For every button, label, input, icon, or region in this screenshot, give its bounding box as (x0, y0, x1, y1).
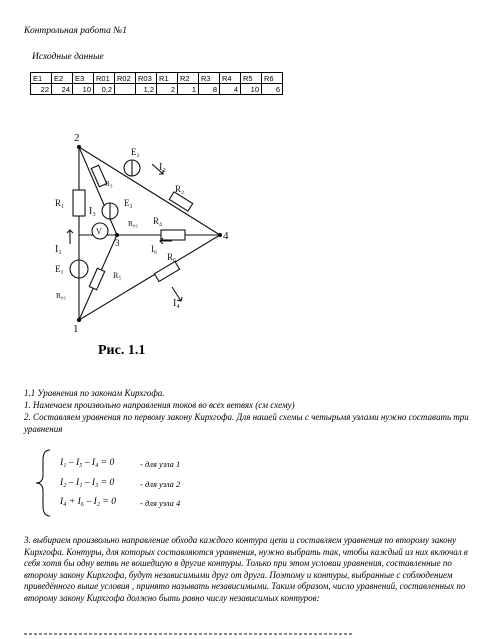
label-r2: R₂ (175, 184, 185, 194)
table-value-cell: 0,2 (94, 84, 115, 95)
resistor-r1 (73, 190, 85, 216)
label-i1: I₁ (55, 244, 62, 255)
label-r03: R₀₁ (128, 219, 139, 228)
resistor-r2 (169, 192, 192, 211)
label-r1: R₁ (55, 198, 65, 208)
table-value-cell (115, 84, 136, 95)
document-title: Контрольная работа №1 (24, 26, 127, 36)
label-i3: I₃ (89, 206, 96, 217)
table-value-cell: 4 (220, 84, 241, 95)
source-data-heading: Исходные данные (32, 52, 104, 62)
source-data-table (30, 72, 283, 95)
node-label-1: 1 (73, 323, 79, 335)
resistor-r6 (154, 261, 179, 281)
node-3 (115, 233, 118, 236)
equation-node-4: I₄ + I₆ – I₂ = 0 (60, 497, 116, 507)
table-value-cell: 1 (178, 84, 199, 95)
table-value-cell: 2 (157, 84, 178, 95)
table-header-cell: R2 (178, 73, 199, 84)
equation-brace (34, 448, 54, 518)
label-r3: R₃ (105, 179, 113, 188)
label-r5: R₅ (113, 271, 122, 280)
table-header-cell: R1 (157, 73, 178, 84)
table-header-cell: E1 (31, 73, 52, 84)
node-label-2: 2 (74, 132, 80, 144)
paragraph-step-3: 3. выбираем произвольно направление обхода каждого контура цепи и составляем уравнения по второму закону Кирхгофа. Контуры, для которых составляются уравнения, нужно выбрать так, чтобы каждый из них включал в себя хотя бы одну ветвь не вошедшую в другие контуры. Только при этом условии уравнения, составленные по второму закону Кирхгофа, будут независимыми друг от друга. Поэтому и контуры, выбранные с соблюдением приведённого выше условия , принято называть независимыми. Таким образом, число уравнений, составленных по второму закону Кирхгофа должно быть равно числу независимых контуров: (24, 535, 468, 603)
label-i2: I₂ (159, 162, 166, 173)
label-r4: R₄ (153, 216, 163, 226)
current-arrow-i1 (67, 230, 73, 244)
table-header-cell: R03 (136, 73, 157, 84)
table-header-cell: R5 (241, 73, 262, 84)
table-header-cell: E2 (52, 73, 73, 84)
equation-node-1: I₁ – I₅ – I₄ = 0 (60, 458, 115, 468)
table-header-cell: E3 (73, 73, 94, 84)
table-header-cell: R01 (94, 73, 115, 84)
resistor-r4 (161, 230, 185, 240)
equation-note-2: - для узла 2 (140, 479, 181, 489)
table-header-cell: R02 (115, 73, 136, 84)
table-value-cell: 1,2 (136, 84, 157, 95)
node-4 (218, 233, 221, 236)
label-i4: I₄ (173, 298, 180, 309)
table-value-cell: 10 (241, 84, 262, 95)
circuit-diagram (55, 112, 245, 377)
table-header-row (31, 73, 283, 84)
wire-2-4 (79, 147, 220, 235)
figure-caption: Рис. 1.1 (98, 343, 146, 358)
table-value-cell: 6 (262, 84, 283, 95)
equation-note-1: - для узла 1 (140, 459, 181, 469)
label-r01: R₀₁ (56, 291, 67, 300)
label-e1: E₁ (55, 264, 64, 274)
paragraph-step-2: 2. Составляем уравнения по первому закону Кирхгофа. Для нашей схемы с четырьмя узлами нужно составить три уравнения (24, 412, 469, 434)
table-header-cell: R4 (220, 73, 241, 84)
label-r6: R₆ (167, 252, 177, 262)
table-value-cell: 22 (31, 84, 52, 95)
label-i6: I₆ (151, 244, 158, 254)
table-header-cell: R6 (262, 73, 283, 84)
label-voltmeter: V (96, 227, 102, 236)
table-header-cell: R3 (199, 73, 220, 84)
table-value-cell: 10 (73, 84, 94, 95)
equation-node-2: I₂ – I₁ – I₃ = 0 (60, 478, 115, 488)
node-label-4: 4 (223, 230, 229, 242)
section-heading: 1.1 Уравнения по законам Кирхгофа. (24, 388, 165, 398)
label-e2: E₂ (131, 147, 140, 157)
label-e3: E₃ (124, 198, 133, 208)
table-value-cell: 8 (199, 84, 220, 95)
node-label-3: 3 (115, 238, 120, 248)
resistor-r5 (89, 268, 104, 290)
table-value-cell: 24 (52, 84, 73, 95)
node-2 (77, 145, 80, 148)
paragraph-step-1: 1. Намечаем произвольно направления токов во всех ветвях (см схему) (24, 400, 295, 410)
cutoff-text-line (24, 633, 354, 635)
node-1 (77, 318, 80, 321)
equation-note-4: - для узла 4 (140, 498, 181, 508)
table-value-row (31, 84, 283, 95)
